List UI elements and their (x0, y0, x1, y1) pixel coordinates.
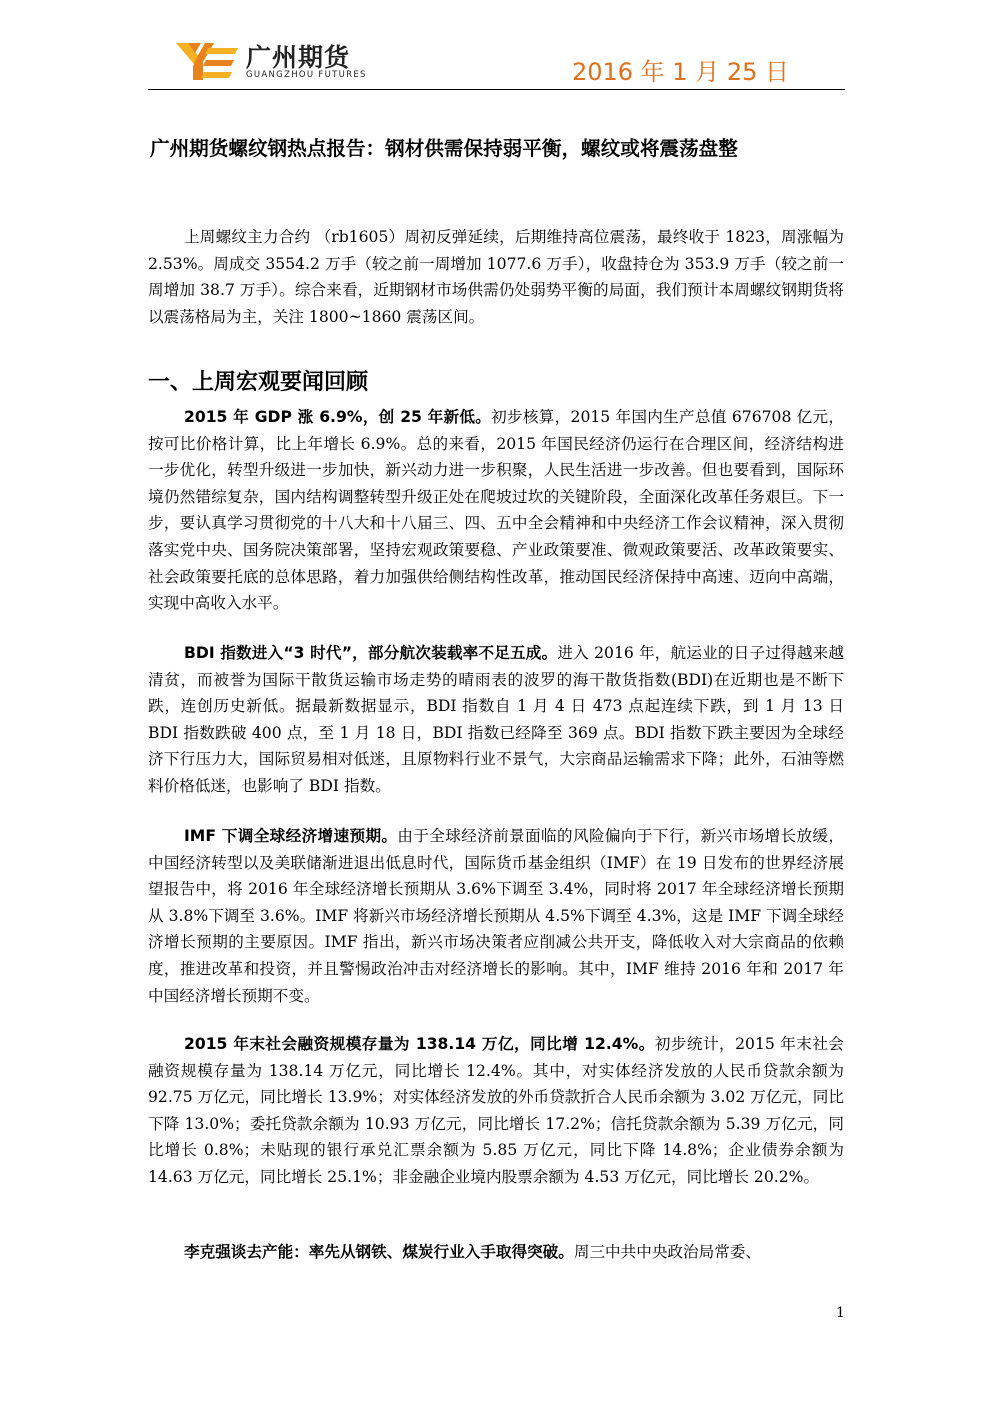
header-divider (148, 89, 845, 90)
paragraph-text: 由于全球经济前景面临的风险偏向于下行，新兴市场增长放缓，中国经济转型以及美联储渐进退出低息时代，国际货币基金组织（IMF）在 19 日发布的世界经济展望报告中，将 2016 年全球经济增长预期从 3.6%下调至 3.4%，同时将 2017 年全球经济增长预期从 3.8%下调至 3.6%。IMF 将新兴市场经济增长预期从 4.5%下调至 4.3%，这是 IMF 下调全球经济增长预期的主要原因。IMF 指出，新兴市场决策者应削减公共开支，降低收入对大宗商品的依赖度，推进改革和投资，并且警惕政治冲击对经济增长的影响。其中，IMF 维持 2016 年和 2017 年中国经济增长预期不变。 (148, 827, 844, 1005)
paragraph-text: 进入 2016 年，航运业的日子过得越来越清贫，而被誉为国际干散货运输市场走势的晴雨表的波罗的海干散货指数(BDI)在近期也是不断下跌，连创历史新低。据最新数据显示，BDI 指数自 1 月 4 日 473 点起连续下跌，到 1 月 13 日 BDI 指数跌破 400 点，至 1 月 18 日，BDI 指数已经降至 369 点。BDI 指数下跌主要因为全球经济下行压力大，国际贸易相对低迷，且原物料行业不景气，大宗商品运输需求下降；此外，石油等燃料价格低迷，也影响了 BDI 指数。 (148, 644, 844, 795)
paragraph-lead: 2015 年末社会融资规模存量为 138.14 万亿，同比增 12.4%。 (184, 1035, 655, 1053)
paragraph-lead: 李克强谈去产能：率先从钢铁、煤炭行业入手取得突破。 (184, 1243, 574, 1261)
paragraph-text: 初步统计，2015 年末社会融资规模存量为 138.14 万亿元，同比增长 12.4%。其中，对实体经济发放的人民币贷款余额为 92.75 万亿元，同比增长 13.9%；对实体经济发放的外币贷款折合人民币余额为 3.02 万亿元，同比下降 13.0%；委托贷款余额为 10.93 万亿元，同比增长 17.2%；信托贷款余额为 5.39 万亿元，同比增长 0.8%；未贴现的银行承兑汇票余额为 5.85 万亿元，同比下降 14.8%；企业债券余额为 14.63 万亿元，同比增长 25.1%；非金融企业境内股票余额为 4.53 万亿元，同比增长 20.2%。 (148, 1035, 844, 1186)
page-header (148, 30, 845, 90)
yf-logo-icon (174, 40, 240, 84)
news-paragraph-capacity (148, 1239, 844, 1266)
paragraph-text: 周三中共中央政治局常委、 (573, 1243, 761, 1261)
intro-paragraph: 上周螺纹主力合约 （rb1605）周初反弹延续，后期维持高位震荡，最终收于 1823，周涨幅为 2.53%。周成交 3554.2 万手（较之前一周增加 1077.6 万手），收盘持仓为 353.9 万手（较之前一周增加 38.7 万手）。综合来看，近期钢材市场供需仍处弱势平衡的局面，我们预计本周螺纹钢期货将以震荡格局为主，关注 1800~1860 震荡区间。 (148, 228, 844, 326)
report-date: 2016 年 1 月 25 日 (571, 58, 789, 86)
paragraph-text: 初步核算，2015 年国内生产总值 676708 亿元，按可比价格计算，比上年增长 6.9%。总的来看，2015 年国民经济仍运行在合理区间，经济结构进一步优化，转型升级进一步加快，新兴动力进一步积聚，人民生活进一步改善。但也要看到，国际环境仍然错综复杂，国内结构调整转型升级正处在爬坡过坎的关键阶段，全面深化改革任务艰巨。下一步，要认真学习贯彻党的十八大和十八届三、四、五中全会精神和中央经济工作会议精神，深入贯彻落实党中央、国务院决策部署，坚持宏观政策要稳、产业政策要准、微观政策要活、改革政策要实、社会政策要托底的总体思路，着力加强供给侧结构性改革，推动国民经济保持中高速、迈向中高端，实现中高收入水平。 (148, 408, 844, 613)
section-heading: 一、上周宏观要闻回顾 (148, 370, 369, 395)
paragraph-lead: BDI 指数进入“3 时代”，部分航次装载率不足五成。 (184, 644, 558, 662)
paragraph-lead: IMF 下调全球经济增速预期。 (184, 827, 398, 845)
news-paragraph-imf (148, 823, 844, 1009)
news-paragraph-bdi (148, 640, 844, 800)
logo-text-en: GUANGZHOU FUTURES (246, 70, 367, 80)
news-paragraph-financing (148, 1031, 844, 1191)
paragraph-lead: 2015 年 GDP 涨 6.9%，创 25 年新低。 (184, 408, 492, 426)
page-number: 1 (836, 1305, 845, 1321)
company-logo (174, 40, 374, 86)
logo-text-cn: 广州期货 (246, 43, 351, 72)
report-title: 广州期货螺纹钢热点报告：钢材供需保持弱平衡，螺纹或将震荡盘整 (150, 137, 738, 160)
news-paragraph-gdp (148, 404, 844, 617)
